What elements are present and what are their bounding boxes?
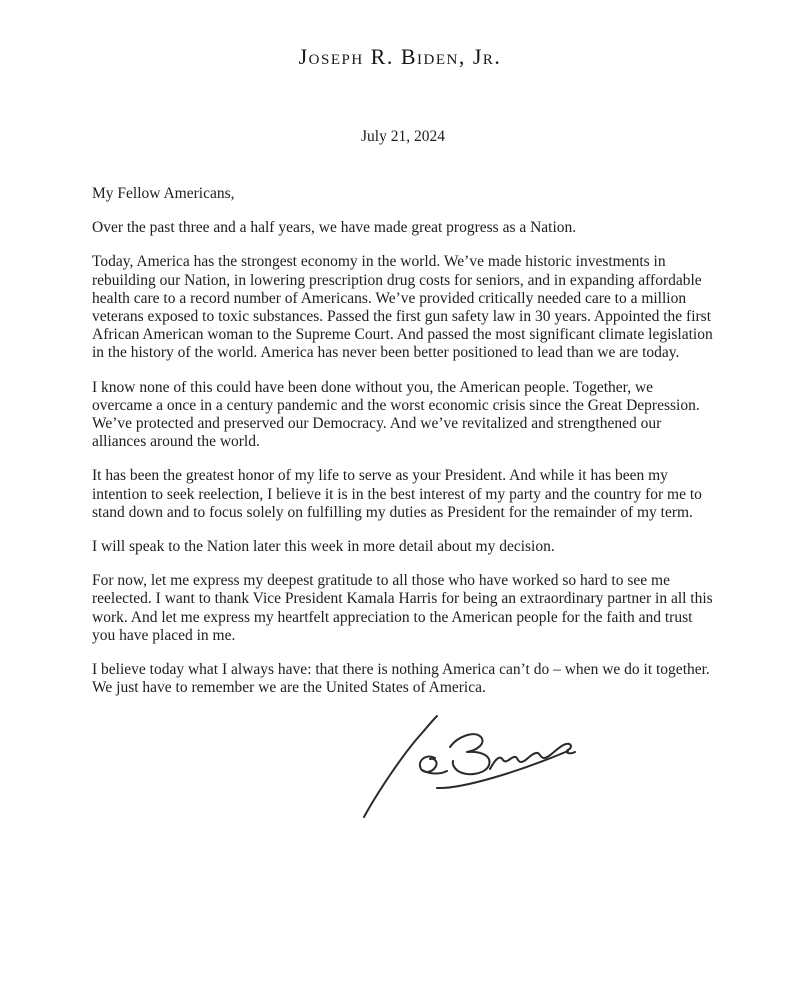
paragraph-2: Today, America has the strongest economy in the world. We’ve made historic investments in rebuilding our Nation, in lowering prescription drug costs for seniors, and in expanding affordable health care to a record number of Americans. We’ve provided critically needed care to a million veterans exposed to toxic substances. Passed the first gun safety law in 30 years. Appointed the first African American woman to the Supreme Court. And passed the most significant climate legislation in the history of the world. America has never been better positioned to lead than we are today. <box>92 253 713 362</box>
paragraph-3: I know none of this could have been done without you, the American people. Together, we overcame a once in a century pandemic and the worst economic crisis since the Great Depression. We’ve protected and preserved our Democracy. And we’ve revitalized and strengthened our alliances around the world. <box>92 378 700 451</box>
paragraph-1: Over the past three and a half years, we have made great progress as a Nation. <box>92 219 577 237</box>
letterhead-name: Joseph R. Biden, Jr. <box>298 44 502 69</box>
paragraph-5: I will speak to the Nation later this week in more detail about my decision. <box>92 538 555 556</box>
paragraph-7: I believe today what I always have: that there is nothing America can’t do – when we do it together. We just have to remember we are the United States of America. <box>92 661 710 697</box>
salutation: My Fellow Americans, <box>92 185 235 202</box>
paragraph-6: For now, let me express my deepest gratitude to all those who have worked so hard to see me reelected. I want to thank Vice President Kamala Harris for being an extraordinary partner in all this work. And let me express my heartfelt appreciation to the American people for the faith and trust you have placed in me. <box>92 572 713 644</box>
signature-handwriting-icon <box>340 713 600 833</box>
signature <box>340 713 600 835</box>
date-line: July 21, 2024 <box>361 128 445 145</box>
paragraph-4: It has been the greatest honor of my life to serve as your President. And while it has been my intention to seek reelection, I believe it is in the best interest of my party and the country for me to stand down and to focus solely on fulfilling my duties as President for the remainder of my term. <box>92 467 702 521</box>
letter-body <box>92 185 716 697</box>
